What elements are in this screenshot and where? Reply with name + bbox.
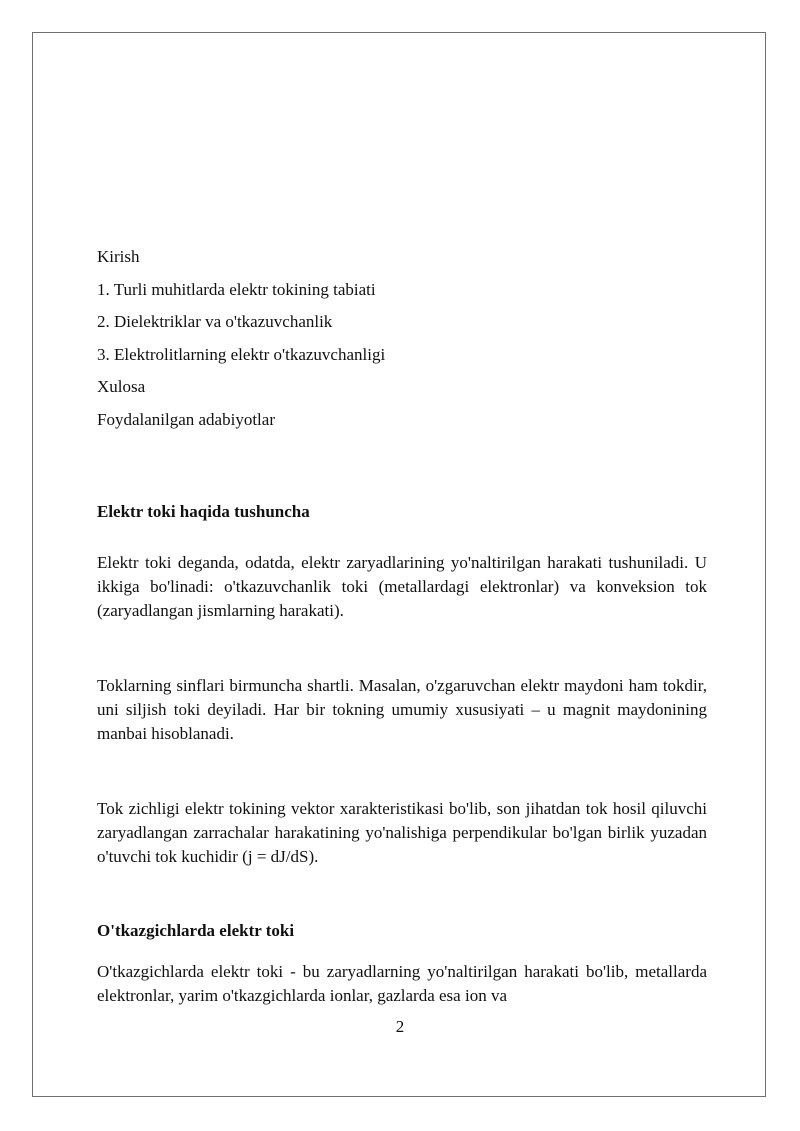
paragraph-current-definition: Elektr toki deganda, odatda, elektr zaryadlarining yo'naltirilgan harakati tushuniladi. U ikkiga bo'linadi: o'tkazuvchanlik toki (metallardagi elektronlar) va konveksion tok (zaryadlangan jismlarning harakati). (97, 553, 707, 621)
toc-item-chapter-1: 1. Turli muhitlarda elektr tokining tabiati (97, 279, 376, 299)
section-heading-conductors: O'tkazgichlarda elektr toki (97, 921, 295, 940)
section-heading-current-concept: Elektr toki haqida tushuncha (97, 502, 310, 521)
paragraph-conductors: O'tkazgichlarda elektr toki - bu zaryadlarning yo'naltirilgan harakati bo'lib, metallarda elektronlar, yarim o'tkazgichlarda ionlar, gazlarda esa ion va (97, 962, 707, 1006)
paragraph-current-classes: Toklarning sinflari birmuncha shartli. Masalan, o'zgaruvchan elektr maydoni ham tokdir, uni siljish toki deyiladi. Har bir tokning umumiy xususiyati – u magnit maydonining manbai hisoblanadi. (97, 676, 707, 744)
toc-item-conclusion: Xulosa (97, 377, 146, 397)
page-number: 2 (395, 1017, 405, 1036)
table-of-contents (97, 241, 707, 437)
toc-item-chapter-3: 3. Elektrolitlarning elektr o'tkazuvchanligi (97, 344, 386, 364)
toc-item-references: Foydalanilgan adabiyotlar (97, 409, 275, 429)
toc-item-intro: Kirish (97, 247, 140, 266)
paragraph-current-density: Tok zichligi elektr tokining vektor xarakteristikasi bo'lib, son jihatdan tok hosil qiluvchi zaryadlangan zarrachalar harakatining yo'nalishiga perpendikular bo'lgan birlik yuzadan o'tuvchi tok kuchidir (j = dJ/dS). (97, 799, 707, 867)
toc-item-chapter-2: 2. Dielektriklar va o'tkazuvchanlik (97, 312, 333, 332)
